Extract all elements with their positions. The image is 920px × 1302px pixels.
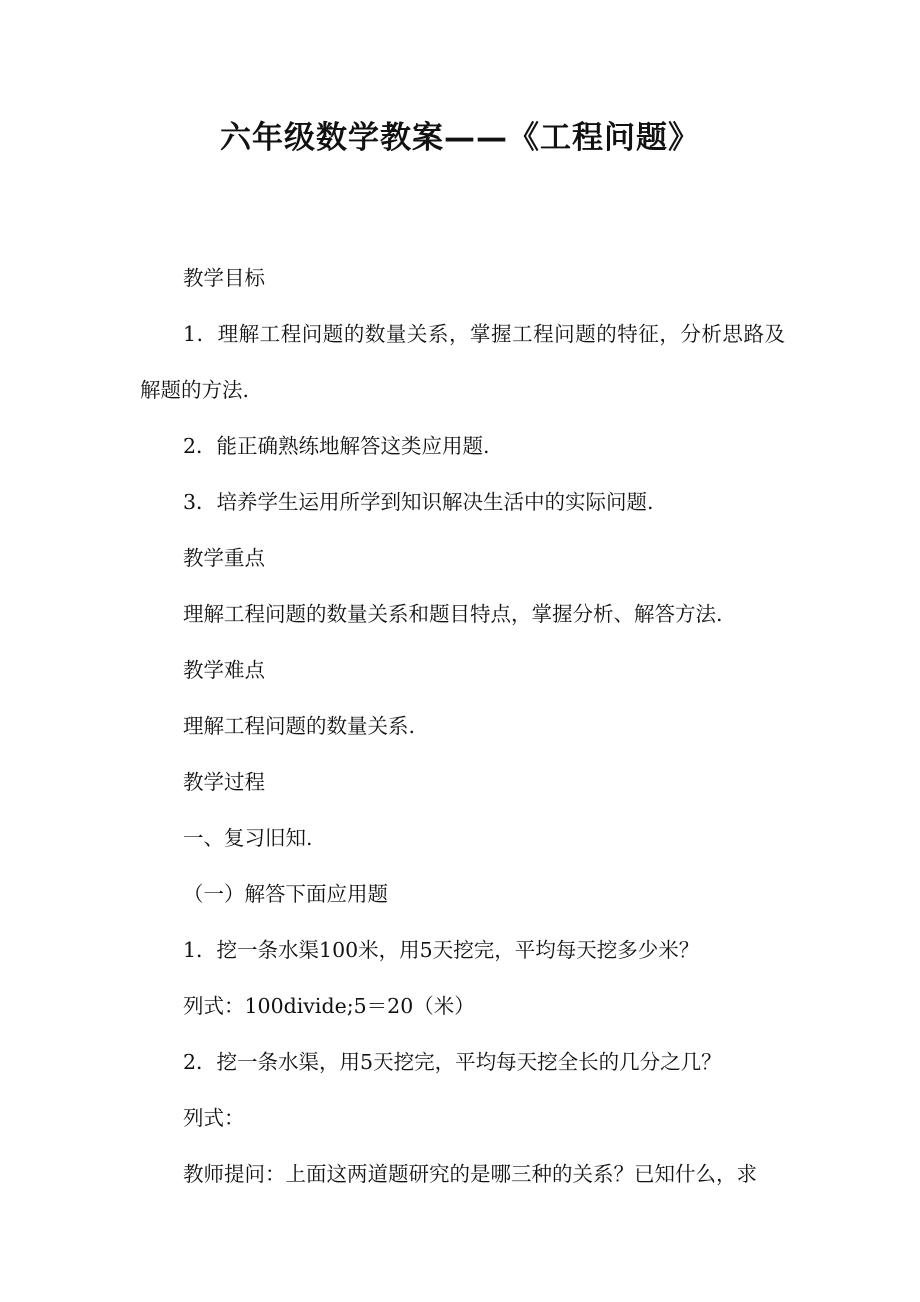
heading-key-points: 教学重点 <box>183 546 265 570</box>
problem-2: 2．挖一条水渠，用5天挖完，平均每天挖全长的几分之几？ <box>183 1050 722 1074</box>
problem-1-formula: 列式：100divide;5＝20（米） <box>183 994 475 1018</box>
document-title: 六年级数学教案——《工程问题》 <box>220 120 700 156</box>
heading-process: 教学过程 <box>183 770 265 794</box>
section-review: 一、复习旧知. <box>183 826 313 850</box>
teacher-question: 教师提问：上面这两道题研究的是哪三种的关系？已知什么，求 <box>183 1162 757 1186</box>
problem-2-formula: 列式： <box>183 1106 245 1130</box>
goal-item-2: 2．能正确熟练地解答这类应用题. <box>183 434 490 458</box>
subsection-1: （一）解答下面应用题 <box>183 882 388 906</box>
heading-teaching-goals: 教学目标 <box>183 266 265 290</box>
difficulties-text: 理解工程问题的数量关系. <box>183 714 416 738</box>
problem-1: 1．挖一条水渠100米，用5天挖完，平均每天挖多少米？ <box>183 938 700 962</box>
document-body <box>140 250 785 1202</box>
key-points-text: 理解工程问题的数量关系和题目特点，掌握分析、解答方法. <box>183 602 723 626</box>
heading-difficulties: 教学难点 <box>183 658 265 682</box>
goal-item-1: 1．理解工程问题的数量关系，掌握工程问题的特征，分析思路及解题的方法. <box>140 322 785 402</box>
goal-item-3: 3．培养学生运用所学到知识解决生活中的实际问题. <box>183 490 654 514</box>
